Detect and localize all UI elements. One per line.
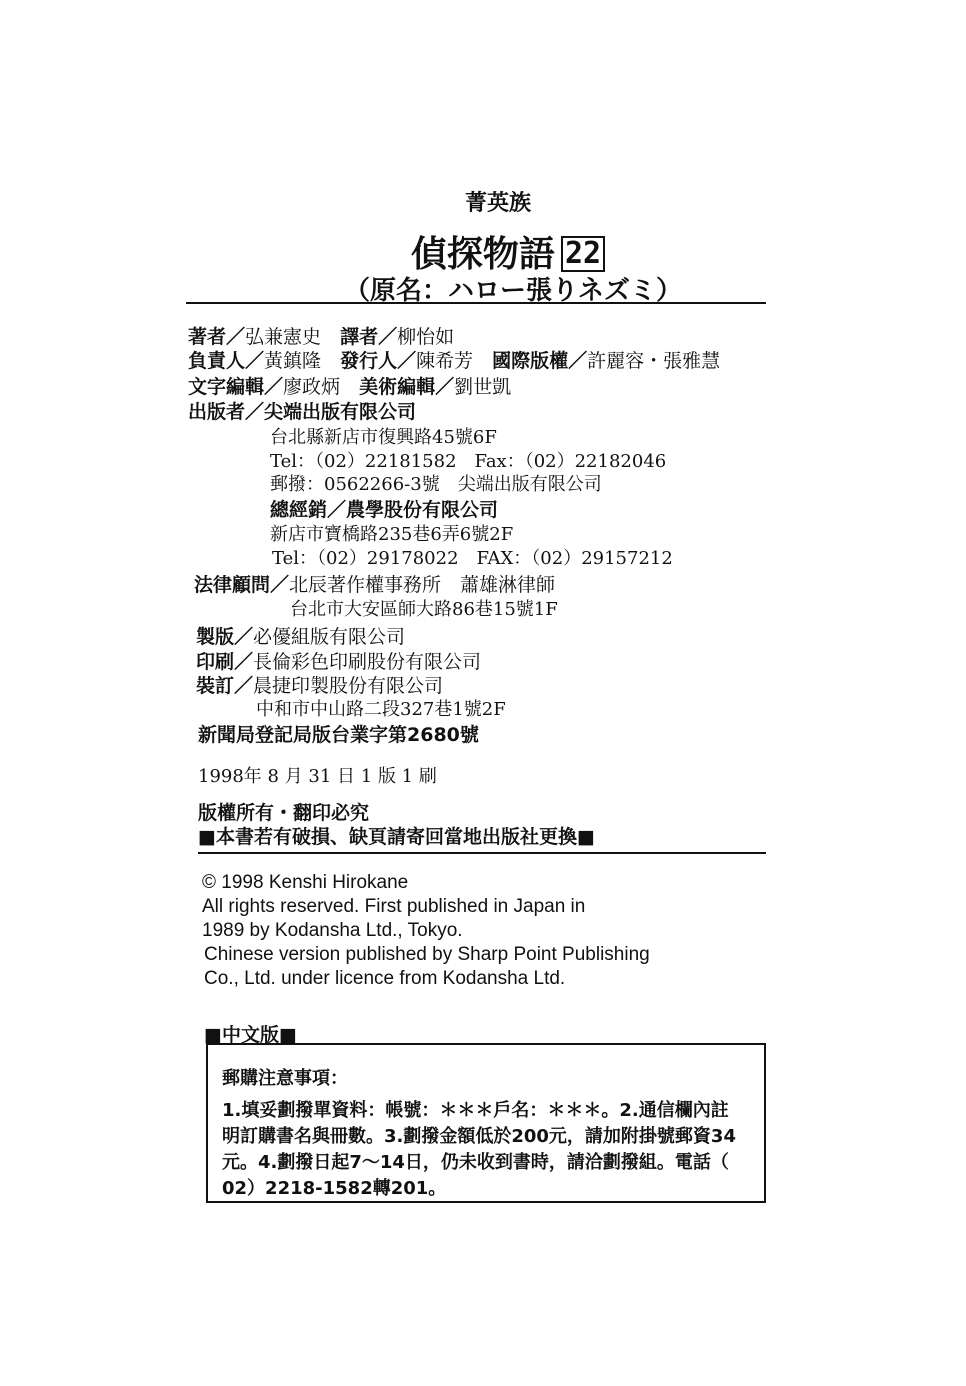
text-editor-name: 廖政炳 [283, 376, 341, 398]
notice-line-1: 1.填妥劃撥單資料：帳號：＊＊＊戶名：＊＊＊。2.通信欄內註 [222, 1100, 729, 1121]
translator-name: 柳怡如 [397, 326, 455, 348]
distributor-row: 總經銷／農學股份有限公司 [270, 499, 499, 521]
legal-address: 台北市大安區師大路86巷15號1F [290, 599, 558, 620]
credit-line-author: 著者／弘兼憲史 譯者／柳怡如 [188, 326, 455, 348]
rights-notice: 版權所有・翻印必究 [198, 802, 370, 824]
author-label: 著者 [188, 326, 227, 348]
english-rights-line: All rights reserved. First published in Japan in [202, 896, 586, 917]
distributor-contact-row [272, 544, 673, 570]
volume-number-badge: 22 [561, 236, 605, 272]
english-licence-line: Co., Ltd. under licence from Kodansha Ltd. [204, 968, 566, 989]
responsible-name: 黃鎮隆 [264, 350, 322, 372]
binding-label: 裝訂 [196, 675, 235, 697]
publisher-address: 台北縣新店市復興路45號6F [270, 427, 497, 448]
chinese-edition-label: ■中文版■ [204, 1024, 297, 1046]
binding-row: 裝訂／晨捷印製股份有限公司 [196, 675, 444, 697]
plate-row: 製版／必優組版有限公司 [196, 626, 406, 648]
english-first-published-line: 1989 by Kodansha Ltd., Tokyo. [202, 920, 463, 941]
publisher-label: 出版者 [188, 401, 246, 423]
responsible-label: 負責人 [188, 350, 246, 372]
publisher-tel: Tel：（02）22181582 [270, 451, 457, 472]
issuer-name: 陳希芳 [416, 350, 474, 372]
distributor-tel: Tel：（02）29178022 [272, 548, 459, 569]
distributor-fax: FAX：（02）29157212 [476, 548, 673, 569]
intl-rights-label: 國際版權 [492, 350, 569, 372]
legal-label: 法律顧問 [194, 574, 271, 596]
binding-name: 晨捷印製股份有限公司 [253, 675, 444, 697]
copyright-line: © 1998 Kenshi Hirokane [202, 872, 409, 893]
license-number: 新聞局登記局版台業字第2680號 [198, 724, 479, 746]
edition-date: 1998年 8 月 31 日 1 版 1 刷 [198, 766, 437, 787]
postal-account: 郵撥：0562266-3號 尖端出版有限公司 [270, 474, 602, 495]
credit-line-publisher: 出版者／尖端出版有限公司 [188, 401, 417, 423]
credit-line-editors: 文字編輯／廖政炳 美術編輯／劉世凱 [188, 376, 512, 398]
issuer-label: 發行人 [340, 350, 398, 372]
author-name: 弘兼憲史 [245, 326, 322, 348]
notice-line-3: 元。4.劃撥日起7～14日，仍未收到書時，請洽劃撥組。電話（ [222, 1152, 729, 1173]
distributor-name: 農學股份有限公司 [346, 499, 499, 521]
mail-order-notice-text [222, 1066, 782, 1202]
notice-line-2: 明訂購書名與冊數。3.劃撥金額低於200元，請加附掛號郵資34 [222, 1126, 736, 1147]
text-editor-label: 文字編輯 [188, 376, 265, 398]
print-name: 長倫彩色印刷股份有限公司 [253, 651, 482, 673]
notice-line-4: 02）2218-1582轉201。 [222, 1178, 447, 1199]
middle-divider [198, 852, 766, 854]
plate-name: 必優組版有限公司 [253, 626, 406, 648]
distributor-address: 新店市寶橋路235巷6弄6號2F [270, 524, 514, 545]
original-title: （原名：ハロー張りネズミ） [343, 276, 682, 306]
series-name: 菁英族 [464, 191, 531, 216]
publisher-name: 尖端出版有限公司 [264, 401, 417, 423]
defect-notice: ■本書若有破損、缺頁請寄回當地出版社更換■ [198, 826, 595, 848]
credit-line-responsible: 負責人／黃鎮隆 發行人／陳希芳 國際版權／許麗容・張雅慧 [188, 350, 721, 372]
legal-row: 法律顧問／北辰著作權事務所 蕭雄淋律師 [194, 574, 556, 596]
distributor-label: 總經銷 [270, 499, 328, 521]
publisher-fax: Fax：（02）22182046 [474, 451, 667, 472]
print-row: 印刷／長倫彩色印刷股份有限公司 [196, 651, 482, 673]
intl-rights-names: 許麗容・張雅慧 [587, 350, 721, 372]
english-chinese-version-line: Chinese version published by Sharp Point Publishing [204, 944, 650, 965]
legal-name: 北辰著作權事務所 蕭雄淋律師 [289, 574, 556, 596]
art-editor-label: 美術編輯 [359, 376, 436, 398]
book-title: 偵探物語 [410, 234, 555, 275]
print-label: 印刷 [196, 651, 235, 673]
top-divider [186, 302, 766, 304]
translator-label: 譯者 [340, 326, 379, 348]
binding-address: 中和市中山路二段327巷1號2F [256, 699, 506, 720]
notice-heading: 郵購注意事項： [222, 1068, 348, 1089]
art-editor-name: 劉世凱 [454, 376, 512, 398]
plate-label: 製版 [196, 626, 235, 648]
